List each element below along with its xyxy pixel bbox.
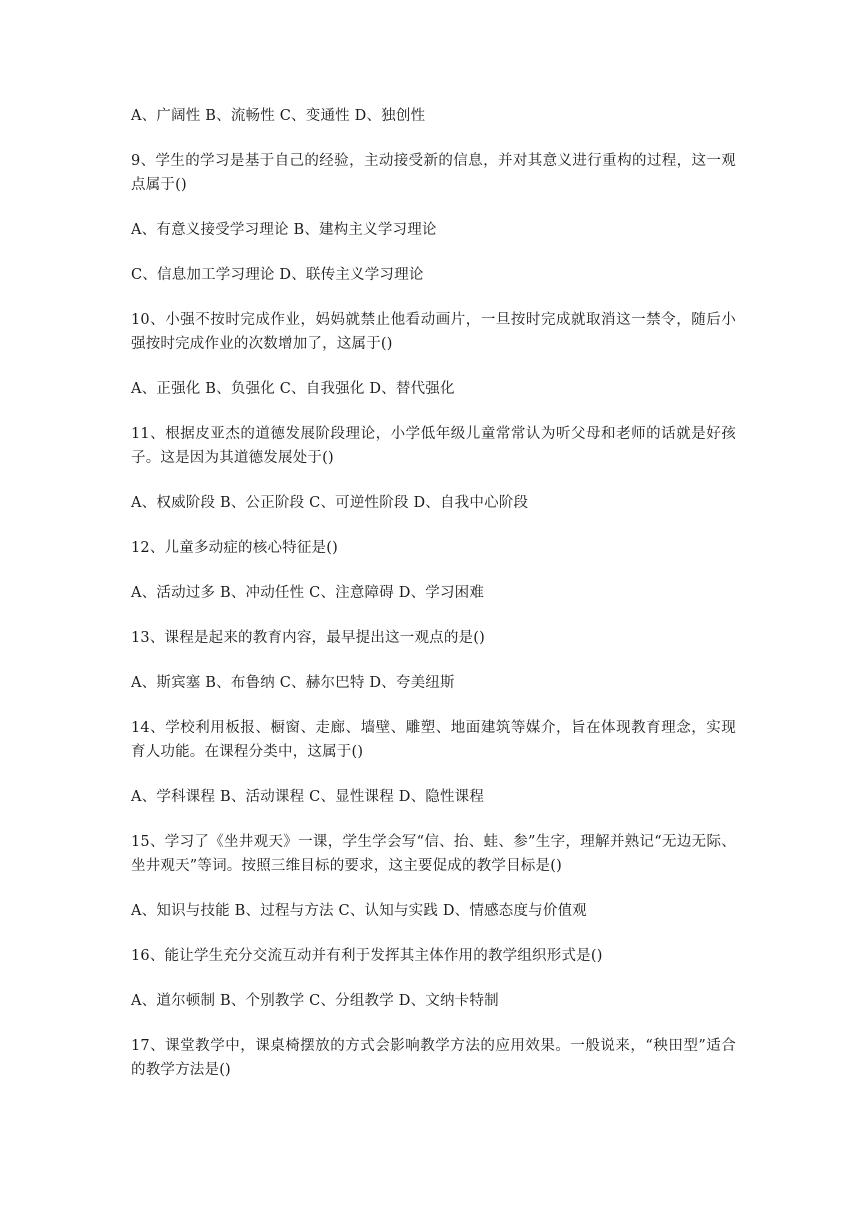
answer-options: C、信息加工学习理论 D、联传主义学习理论 [131, 267, 424, 283]
answer-options: A、知识与技能 B、过程与方法 C、认知与实践 D、情感态度与价值观 [131, 903, 587, 919]
answer-options: A、广阔性 B、流畅性 C、变通性 D、独创性 [131, 108, 426, 124]
question-14: 14、学校利用板报、橱窗、走廊、墙壁、雕塑、地面建筑等媒介，旨在体现教育理念，实现育人功能。在课程分类中，这属于() [131, 720, 736, 760]
question-16: 16、能让学生充分交流互动并有利于发挥其主体作用的教学组织形式是() [131, 948, 603, 964]
question-11: 11、根据皮亚杰的道德发展阶段理论，小学低年级儿童常常认为听父母和老师的话就是好孩子。这是因为其道德发展处于() [131, 426, 736, 466]
document-page [131, 104, 736, 1082]
answer-options: A、活动过多 B、冲动任性 C、注意障碍 D、学习困难 [131, 585, 485, 601]
answer-options: A、道尔顿制 B、个别教学 C、分组教学 D、文纳卡特制 [131, 993, 499, 1009]
answer-options: A、有意义接受学习理论 B、建构主义学习理论 [131, 222, 437, 238]
answer-options: A、学科课程 B、活动课程 C、显性课程 D、隐性课程 [131, 789, 485, 805]
question-9: 9、学生的学习是基于自己的经验，主动接受新的信息，并对其意义进行重构的过程，这一观点属于() [131, 153, 736, 193]
question-15: 15、学习了《坐井观天》一课，学生学会写“信、抬、蛙、参”生字，理解并熟记“无边无际、坐井观天”等词。按照三维目标的要求，这主要促成的教学目标是() [131, 834, 736, 874]
answer-options: A、斯宾塞 B、布鲁纳 C、赫尔巴特 D、夸美纽斯 [131, 675, 455, 691]
question-13: 13、课程是起来的教育内容，最早提出这一观点的是() [131, 630, 485, 646]
question-10: 10、小强不按时完成作业，妈妈就禁止他看动画片，一旦按时完成就取消这一禁令，随后小强按时完成作业的次数增加了，这属于() [131, 312, 736, 352]
question-12: 12、儿童多动症的核心特征是() [131, 540, 338, 556]
question-17: 17、课堂教学中，课桌椅摆放的方式会影响教学方法的应用效果。一般说来，“秧田型”适合的教学方法是() [131, 1038, 736, 1078]
answer-options: A、权威阶段 B、公正阶段 C、可逆性阶段 D、自我中心阶段 [131, 495, 529, 511]
answer-options: A、正强化 B、负强化 C、自我强化 D、替代强化 [131, 381, 455, 397]
